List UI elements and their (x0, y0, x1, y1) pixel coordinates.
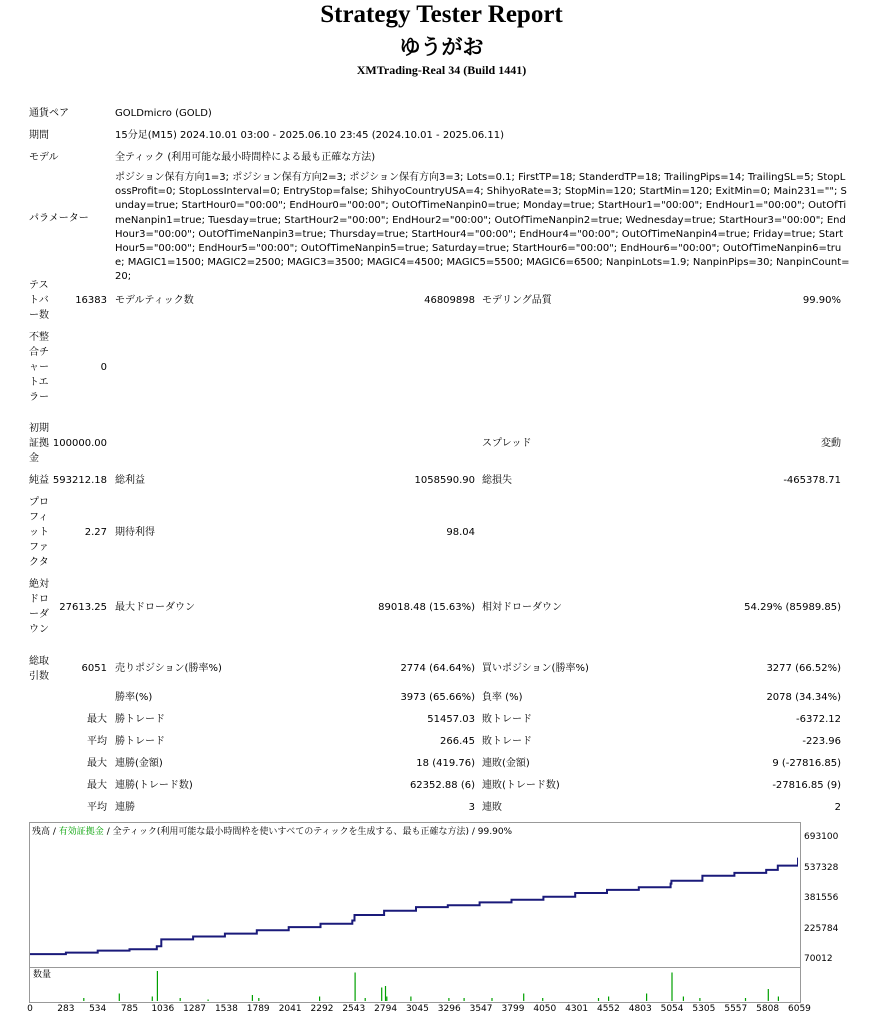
legend-equity: 有効証拠金 (58, 827, 104, 837)
x-tick-label: 3296 (437, 1004, 461, 1014)
avg-consec-losses-label: 連敗 (482, 802, 502, 813)
abs-drawdown-label: 絶対ドローダウン (29, 579, 49, 635)
gross-loss-label: 総損失 (482, 475, 512, 486)
deposit-value: 100000.00 (52, 438, 107, 449)
volume-bar (83, 998, 84, 1001)
x-tick-label: 4803 (628, 1004, 652, 1014)
x-tick-label: 3799 (501, 1004, 525, 1014)
volume-bar (386, 997, 387, 1002)
volume-bar (778, 997, 779, 1002)
volume-bar (319, 997, 320, 1002)
volume-bar (699, 998, 700, 1001)
volume-bar (683, 997, 684, 1002)
period-value: 15分足(M15) 2024.10.01 03:00 - 2025.06.10 23:45 (2024.10.01 - 2025.06.11) (115, 130, 504, 141)
consec-wins-amount-label: 連勝(金額) (115, 758, 163, 769)
volume-bar (598, 998, 599, 1001)
expected-payoff-label: 期待利得 (115, 527, 155, 538)
params-label: パラメーター (29, 213, 89, 224)
x-tick-label: 5808 (756, 1004, 780, 1014)
x-tick-label: 1538 (214, 1004, 238, 1014)
volume-bar (448, 998, 449, 1001)
best-trade-value: 51457.03 (427, 714, 475, 725)
rel-drawdown-value: 54.29% (85989.85) (744, 602, 841, 613)
x-tick-label: 2543 (342, 1004, 366, 1014)
volume-bar (258, 998, 259, 1001)
volume-bar (745, 998, 746, 1001)
volume-chart (30, 968, 798, 1001)
legend-quality: 99.90% (477, 827, 513, 837)
max-label-1: 最大 (87, 714, 107, 725)
consec-losses-amount-label: 連敗(金額) (482, 758, 530, 769)
consec-losses-count-value: -27816.85 (9) (772, 780, 841, 791)
x-tick-label: 4050 (533, 1004, 557, 1014)
volume-bar (491, 998, 492, 1001)
model-ticks-value: 46809898 (424, 295, 475, 306)
x-tick-label: 5557 (724, 1004, 748, 1014)
x-tick-label: 534 (89, 1004, 107, 1014)
avg-win-label: 勝トレード (115, 736, 165, 747)
y-tick-label: 381556 (804, 893, 839, 903)
long-positions-label: 買いポジション(勝率%) (482, 663, 589, 674)
gross-profit-label: 総利益 (115, 475, 145, 486)
gross-loss-value: -465378.71 (783, 475, 841, 486)
x-tick-label: 3045 (405, 1004, 429, 1014)
mismatch-label: 不整合チャートエラー (29, 332, 49, 403)
consec-losses-count-label: 連敗(トレード数) (482, 780, 560, 791)
broker-build: XMTrading-Real 34 (Build 1441) (356, 63, 527, 77)
max-drawdown-value: 89018.48 (15.63%) (378, 602, 475, 613)
x-tick-label: 1789 (246, 1004, 270, 1014)
x-tick-label: 2794 (374, 1004, 398, 1014)
gross-profit-value: 1058590.90 (414, 475, 475, 486)
params-value: ポジション保有方向1=3; ポジション保有方向2=3; ポジション保有方向3=3; Lots=0.1; FirstTP=18; StanderdTP=18; TrailingPips=14; TrailingSL=5; StopLossProfit=0; StopLossInterval=0; EntryStop=false; ShihyoCountryUSA=4; ShihyoRate=3; StopMin=120; StartMin=120; ExitMin=0; Main231=""; Sunday=true; StartHour0="00:00"; EndHour0="00:00"; OutOfTimeNanpin0=true; Monday=true; StartHour1="00:00"; EndHour1="00:00"; OutOfTimeNanpin1=true; Tuesday=true; StartHour2="00:00"; EndHour2="00:00"; OutOfTimeNanpin2=true; Wednesday=true; StartHour3="00:00"; EndHour3="00:00"; OutOfTimeNanpin3=true; Thursday=true; StartHour4="00:00"; EndHour4="00:00"; OutOfTimeNanpin4=true; Friday=true; StartHour5="00:00"; EndHour5="00:00"; OutOfTimeNanpin5=true; Saturday=true; StartHour6="00:00"; EndHour6="00:00"; OutOfTimeNanpin6=true; MAGIC1=1500; MAGIC2=2500; MAGIC3=3500; MAGIC4=4500; MAGIC5=5500; MAGIC6=6500; NanpinLots=1.9; NanpinPips=30; NanpinCount=20; (115, 172, 850, 283)
spread-label: スプレッド (482, 438, 532, 449)
profit-factor-label: プロフィットファクタ (29, 497, 49, 568)
volume-bar (671, 973, 672, 1002)
y-tick-label: 693100 (804, 832, 839, 842)
y-tick-label: 70012 (804, 954, 833, 964)
pair-label: 通貨ペア (29, 108, 69, 119)
worst-trade-value: -6372.12 (796, 714, 841, 725)
volume-bar (385, 986, 386, 1001)
win-rate-value: 3973 (65.66%) (400, 692, 475, 703)
legend-mode: 全ティック(利用可能な最小時間枠を使いすべてのティックを生成する、最も正確な方法) (112, 827, 469, 837)
profit-factor-value: 2.27 (84, 527, 107, 538)
avg-consec-wins-value: 3 (468, 802, 475, 813)
consec-losses-amount-value: 9 (-27816.85) (772, 758, 841, 769)
avg-label-1: 平均 (87, 736, 107, 747)
max-label-2: 最大 (87, 758, 107, 769)
ea-name: ゆうがお (399, 35, 484, 59)
volume-bar (410, 997, 411, 1002)
x-tick-label: 4552 (596, 1004, 620, 1014)
model-value: 全ティック (利用可能な最小時間枠による最も正確な方法) (115, 152, 376, 163)
test-bars-value: 16383 (75, 295, 107, 306)
x-tick-label: 3547 (469, 1004, 493, 1014)
consec-wins-count-value: 62352.88 (6) (409, 780, 475, 791)
avg-win-value: 266.45 (440, 736, 475, 747)
balance-chart-legend: 残高 / 有効証拠金 / 全ティック(利用可能な最小時間枠を使いすべてのティックを生成する、最も正確な方法) / 99.90% (32, 827, 513, 837)
x-tick-label: 4301 (565, 1004, 589, 1014)
volume-chart-title: 数量 (33, 970, 52, 980)
volume-bar (464, 998, 465, 1001)
x-tick-label: 2041 (278, 1004, 302, 1014)
volume-bar (252, 995, 253, 1001)
volume-bar (365, 998, 366, 1001)
worst-trade-label: 敗トレード (482, 714, 532, 725)
short-positions-label: 売りポジション(勝率%) (115, 663, 222, 674)
volume-bar (523, 994, 524, 1002)
max-drawdown-label: 最大ドローダウン (115, 602, 195, 613)
x-tick-label: 283 (57, 1004, 75, 1014)
avg-loss-label: 敗トレード (482, 736, 532, 747)
x-tick-label: 2292 (310, 1004, 334, 1014)
volume-bar (768, 989, 769, 1001)
short-positions-value: 2774 (64.64%) (400, 663, 475, 674)
legend-balance: 残高 (32, 827, 51, 837)
mismatch-value: 0 (100, 362, 107, 373)
x-tick-label: 5054 (660, 1004, 684, 1014)
report-title: Strategy Tester Report (320, 1, 563, 28)
model-label: モデル (29, 152, 59, 163)
x-tick-label: 6059 (788, 1004, 811, 1014)
loss-rate-label: 負率 (%) (482, 692, 523, 703)
loss-rate-value: 2078 (34.34%) (766, 692, 841, 703)
volume-bar (152, 997, 153, 1002)
x-tick-label: 785 (120, 1004, 139, 1014)
model-ticks-label: モデルティック数 (115, 295, 194, 306)
avg-consec-wins-label: 連勝 (115, 802, 135, 813)
x-tick-label: 1287 (183, 1004, 207, 1014)
max-label-3: 最大 (87, 780, 107, 791)
net-profit-value: 593212.18 (52, 475, 107, 486)
y-tick-label: 225784 (804, 923, 839, 934)
model-quality-label: モデリング品質 (482, 295, 552, 306)
expected-payoff-value: 98.04 (446, 527, 475, 538)
period-label: 期間 (29, 130, 49, 141)
volume-bar (542, 998, 543, 1001)
spread-value: 変動 (821, 438, 841, 449)
volume-bar (208, 1000, 209, 1002)
volume-bar (608, 997, 609, 1002)
x-tick-label: 5305 (692, 1004, 716, 1014)
balance-line (30, 858, 798, 955)
balance-chart (30, 823, 798, 965)
net-profit-label: 純益 (29, 475, 49, 486)
volume-bar (381, 988, 382, 1002)
model-quality-value: 99.90% (802, 295, 841, 306)
consec-wins-amount-value: 18 (419.76) (416, 758, 475, 769)
volume-bar (180, 998, 181, 1001)
consec-wins-count-label: 連勝(トレード数) (115, 780, 193, 791)
total-trades-value: 6051 (81, 663, 107, 674)
x-tick-label: 0 (27, 1004, 33, 1014)
y-tick-label: 537328 (804, 862, 839, 873)
test-bars-label: テストバー数 (29, 280, 49, 321)
long-positions-value: 3277 (66.52%) (766, 663, 841, 674)
abs-drawdown-value: 27613.25 (59, 602, 107, 613)
total-trades-label: 総取引数 (29, 656, 49, 682)
volume-bar (157, 971, 158, 1001)
volume-bar (119, 994, 120, 1002)
x-tick-label: 1036 (151, 1004, 175, 1014)
avg-label-2: 平均 (87, 802, 107, 813)
volume-bar (646, 994, 647, 1002)
best-trade-label: 勝トレード (115, 714, 165, 725)
volume-bar (355, 973, 356, 1002)
avg-loss-value: -223.96 (802, 736, 841, 747)
deposit-label: 初期証拠金 (29, 423, 49, 464)
rel-drawdown-label: 相対ドローダウン (482, 602, 562, 613)
pair-value: GOLDmicro (GOLD) (115, 108, 212, 119)
avg-consec-losses-value: 2 (834, 802, 841, 813)
win-rate-label: 勝率(%) (115, 692, 153, 703)
